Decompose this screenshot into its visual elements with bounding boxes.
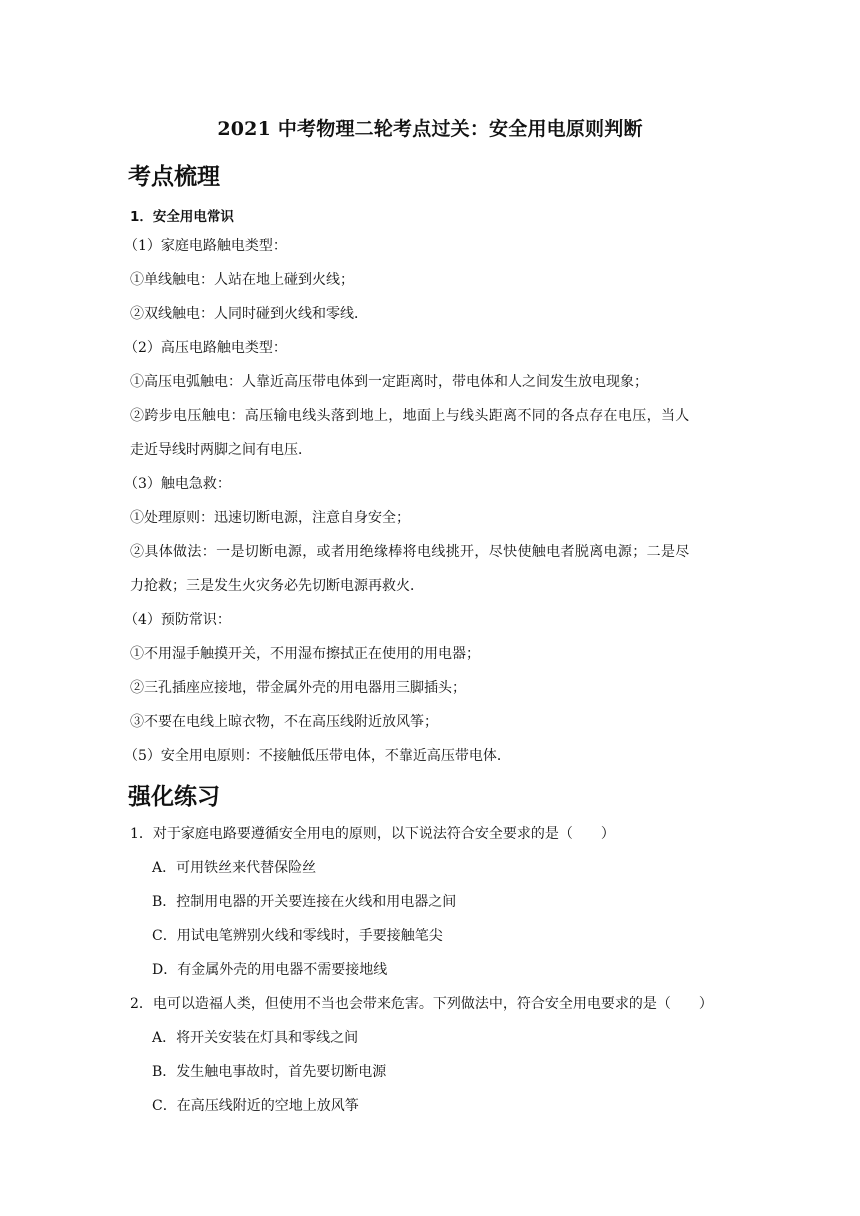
text-line: ②三孔插座应接地，带金属外壳的用电器用三脚插头；: [130, 680, 466, 696]
text-line: ①单线触电：人站在地上碰到火线；: [130, 272, 354, 288]
text-line: ②跨步电压触电：高压输电线头落到地上，地面上与线头距离不同的各点存在电压，当人: [130, 408, 690, 424]
question-option: C．在高压线附近的空地上放风筝: [152, 1098, 359, 1114]
text-line: ②具体做法：一是切断电源，或者用绝缘棒将电线挑开，尽快使触电者脱离电源；二是尽: [130, 544, 690, 560]
subheading-safety-knowledge: 1．安全用电常识: [130, 209, 234, 225]
text-line: （4）预防常识：: [124, 612, 231, 628]
question-option: C．用试电笔辨别火线和零线时，手要接触笔尖: [152, 928, 443, 944]
document-title: 2021 中考物理二轮考点过关：安全用电原则判断: [217, 118, 643, 140]
text-line: ③不要在电线上晾衣物，不在高压线附近放风筝；: [130, 714, 438, 730]
question-option: A．将开关安装在灯具和零线之间: [152, 1030, 359, 1046]
text-line: ①高压电弧触电：人靠近高压带电体到一定距离时，带电体和人之间发生放电现象；: [130, 374, 648, 390]
text-line: 力抢救；三是发生火灾务必先切断电源再救火．: [130, 578, 424, 594]
question-option: B．控制用电器的开关要连接在火线和用电器之间: [152, 894, 457, 910]
section-heading-key-points: 考点梳理: [128, 164, 220, 190]
text-line: （5）安全用电原则：不接触低压带电体，不靠近高压带电体．: [124, 748, 511, 764]
question-option: D．有金属外壳的用电器不需要接地线: [152, 962, 388, 978]
question-stem: 1．对于家庭电路要遵循安全用电的原则，以下说法符合安全要求的是（ ）: [130, 826, 615, 842]
text-line: ②双线触电：人同时碰到火线和零线．: [130, 306, 368, 322]
question-option: A．可用铁丝来代替保险丝: [152, 860, 317, 876]
text-line: ①不用湿手触摸开关，不用湿布擦拭正在使用的用电器；: [130, 646, 480, 662]
text-line: （1）家庭电路触电类型：: [124, 238, 287, 254]
text-line: （2）高压电路触电类型：: [124, 340, 287, 356]
text-line: ①处理原则：迅速切断电源，注意自身安全；: [130, 510, 410, 526]
text-line: （3）触电急救：: [124, 476, 231, 492]
text-line: 走近导线时两脚之间有电压．: [130, 442, 312, 458]
question-stem: 2．电可以造福人类，但使用不当也会带来危害。下列做法中，符合安全用电要求的是（ ）: [130, 996, 713, 1012]
question-option: B．发生触电事故时，首先要切断电源: [152, 1064, 387, 1080]
section-heading-practice: 强化练习: [128, 784, 220, 810]
